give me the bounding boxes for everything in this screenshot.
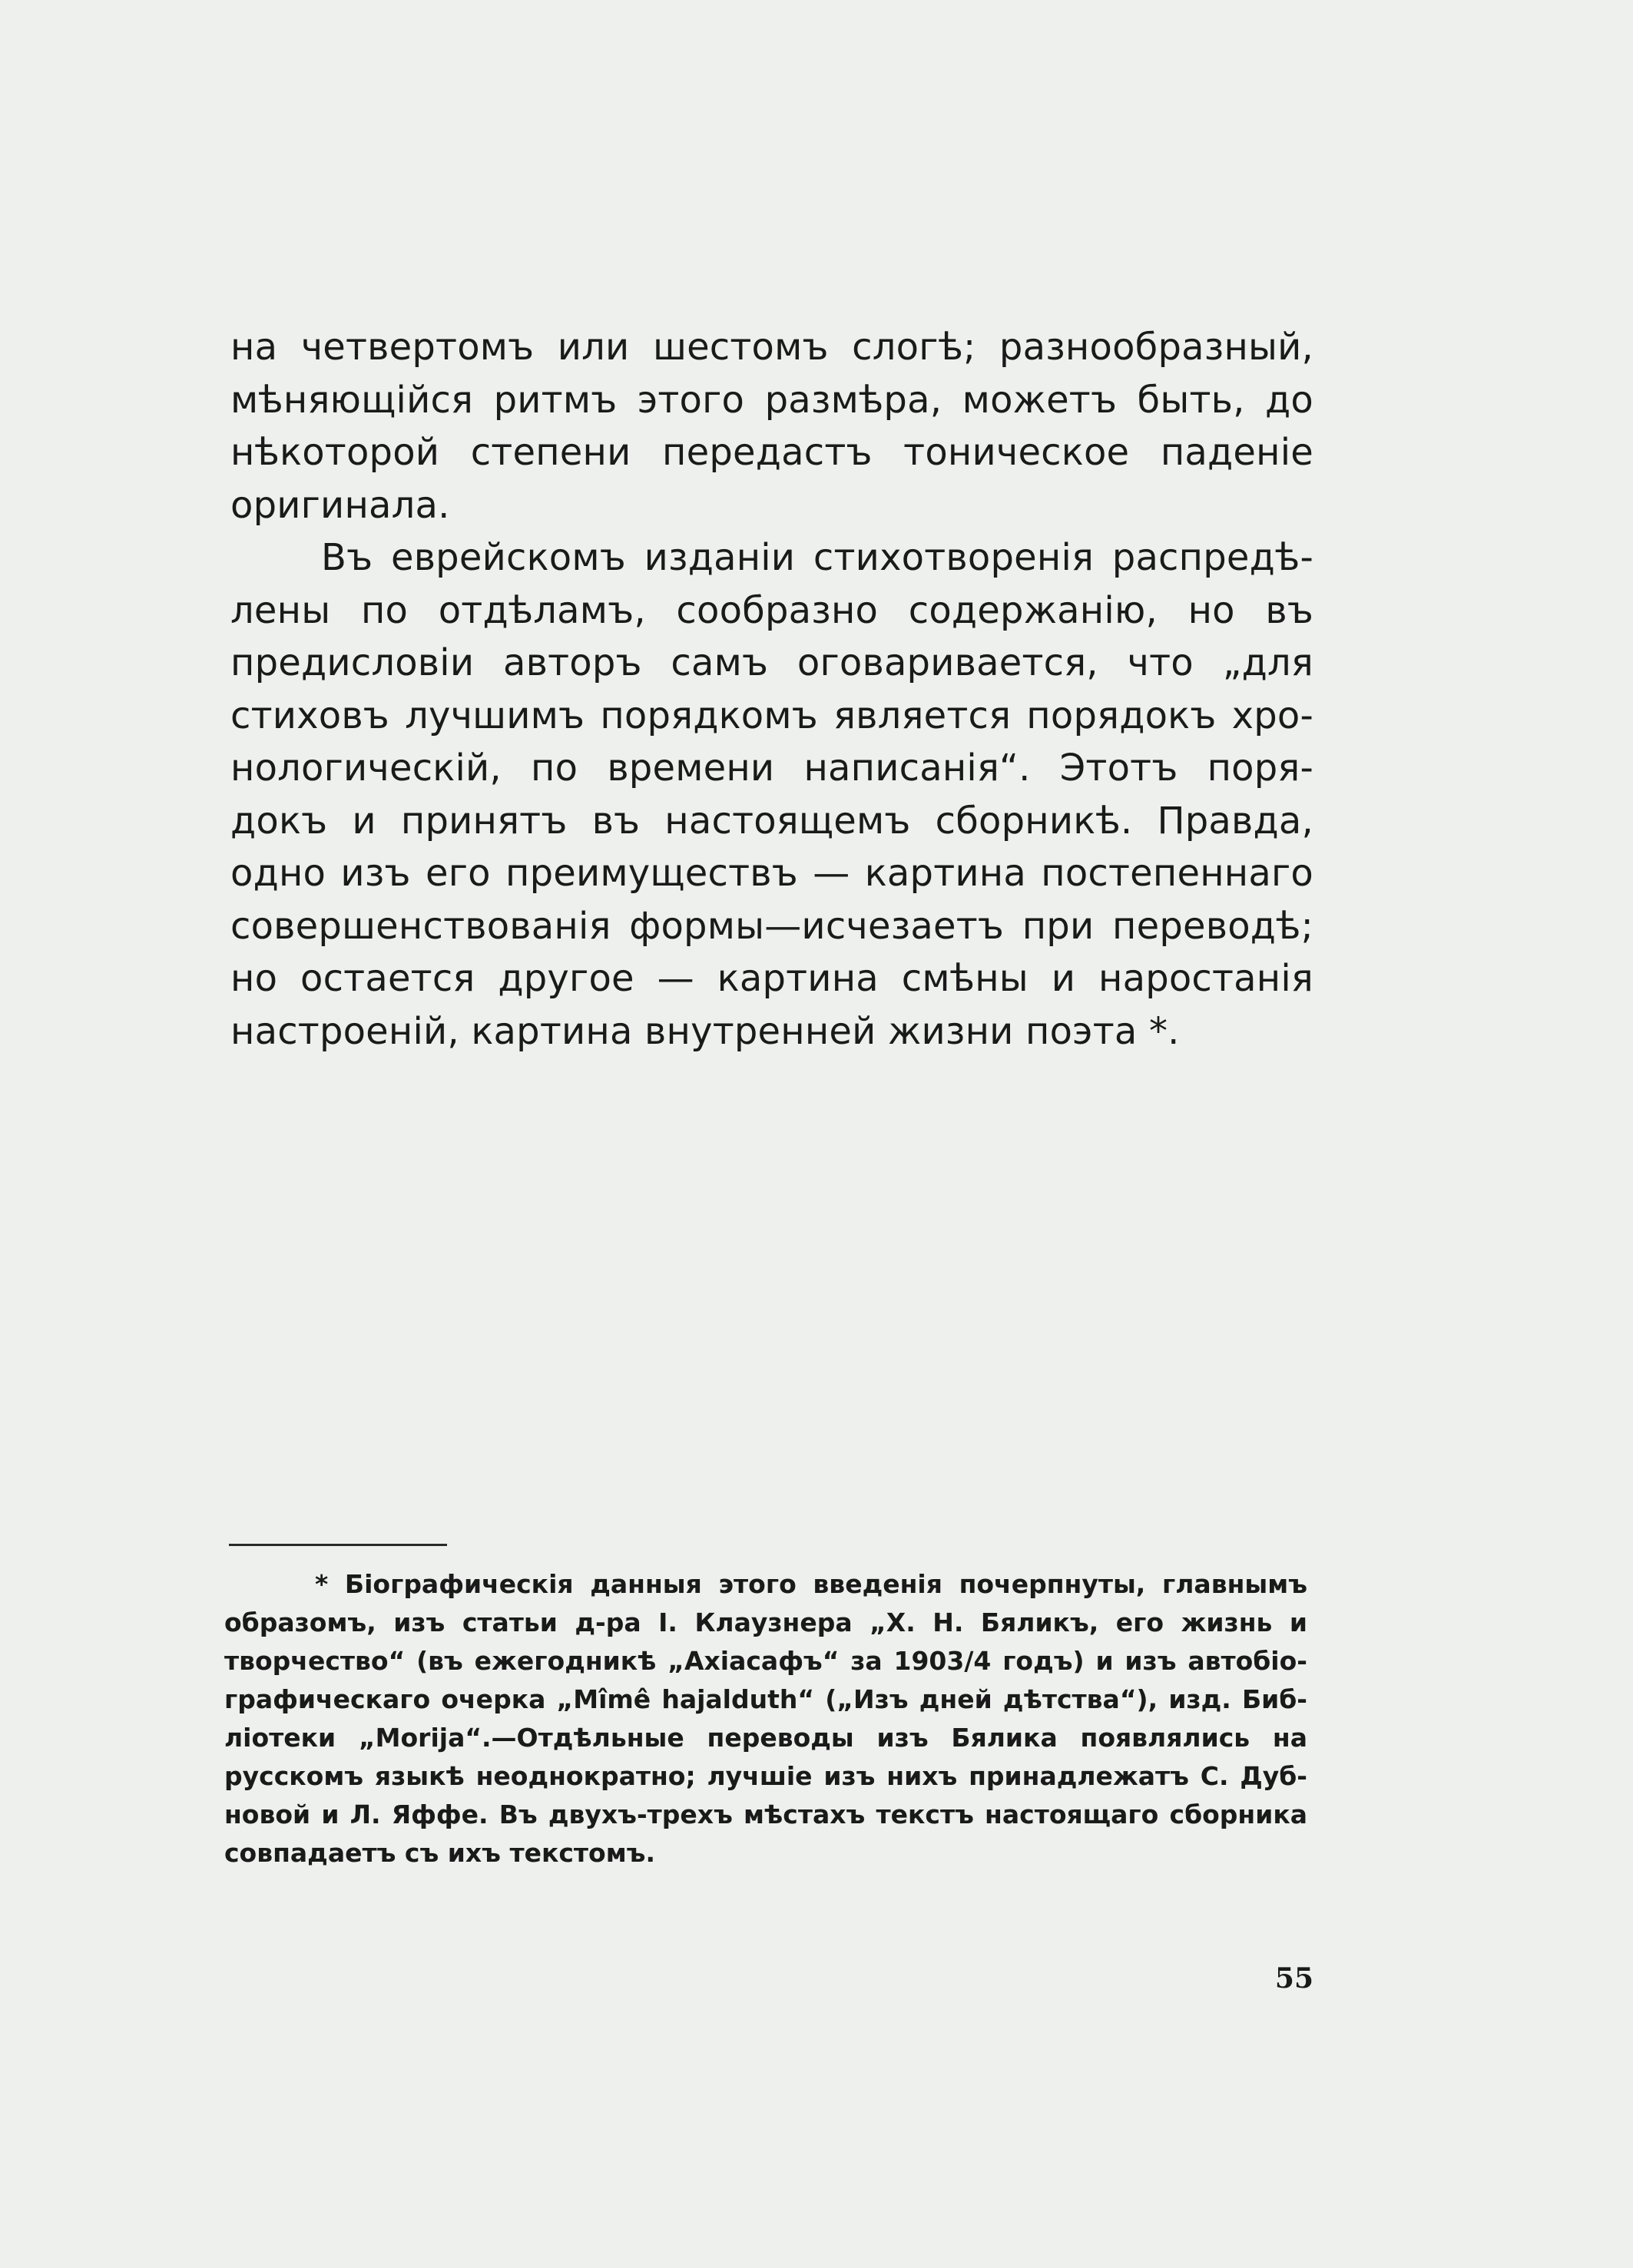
text-line: оригинала. [230, 483, 450, 527]
footnote-separator [229, 1544, 447, 1546]
footnote-line: образомъ, изъ статьи д-ра І. Клаузнера „Х. Н. Бяликъ, его жизнь и [224, 1607, 1307, 1637]
text-line: стиховъ лучшимъ порядкомъ является порядокъ хро- [230, 694, 1313, 737]
footnote-line: * Біографическія данныя этого введенія почерпнуты, главнымъ [315, 1569, 1307, 1599]
footnote [224, 1565, 1307, 1872]
footnote-line: совпадаетъ съ ихъ текстомъ. [224, 1838, 656, 1868]
text-line: предисловіи авторъ самъ оговаривается, что „для [230, 641, 1313, 684]
text-line: нѣкоторой степени передастъ тоническое паденіе [230, 431, 1313, 474]
text-line: совершенствованія формы—исчезаетъ при переводѣ; [230, 904, 1313, 948]
text-line: нологическій, по времени написанія“. Этотъ поря- [230, 747, 1313, 790]
footnote-line: ліотеки „Morija“.—Отдѣльные переводы изъ Бялика появлялись на [224, 1723, 1307, 1753]
footnote-line: новой и Л. Яффе. Въ двухъ-трехъ мѣстахъ текстъ настоящаго сборника [224, 1800, 1307, 1829]
footnote-line: русскомъ языкѣ неоднократно; лучшіе изъ нихъ принадлежатъ С. Дуб- [224, 1761, 1307, 1791]
text-line: Въ еврейскомъ изданіи стихотворенія распредѣ- [321, 536, 1313, 579]
text-line: но остается другое — картина смѣны и наростанія [230, 957, 1313, 1000]
text-line: на четвертомъ или шестомъ слогѣ; разнообразный, [230, 326, 1313, 369]
text-line: мѣняющійся ритмъ этого размѣра, можетъ быть, до [230, 378, 1313, 422]
main-text [230, 321, 1313, 1058]
text-line: лены по отдѣламъ, сообразно содержанію, но въ [230, 588, 1313, 632]
page-number: 55 [1274, 1962, 1313, 1995]
text-line: докъ и принятъ въ настоящемъ сборникѣ. Правда, [230, 799, 1313, 843]
text-line: одно изъ его преимуществъ — картина постепеннаго [230, 852, 1313, 895]
footnote-line: графическаго очерка „Mîmê hajalduth“ („Изъ дней дѣтства“), изд. Биб- [224, 1684, 1307, 1714]
footnote-line: творчество“ (въ ежегодникѣ „Ахіасафъ“ за 1903/4 годъ) и изъ автобіо- [224, 1646, 1307, 1676]
text-line: настроеній, картина внутренней жизни поэта *. [230, 1009, 1180, 1053]
